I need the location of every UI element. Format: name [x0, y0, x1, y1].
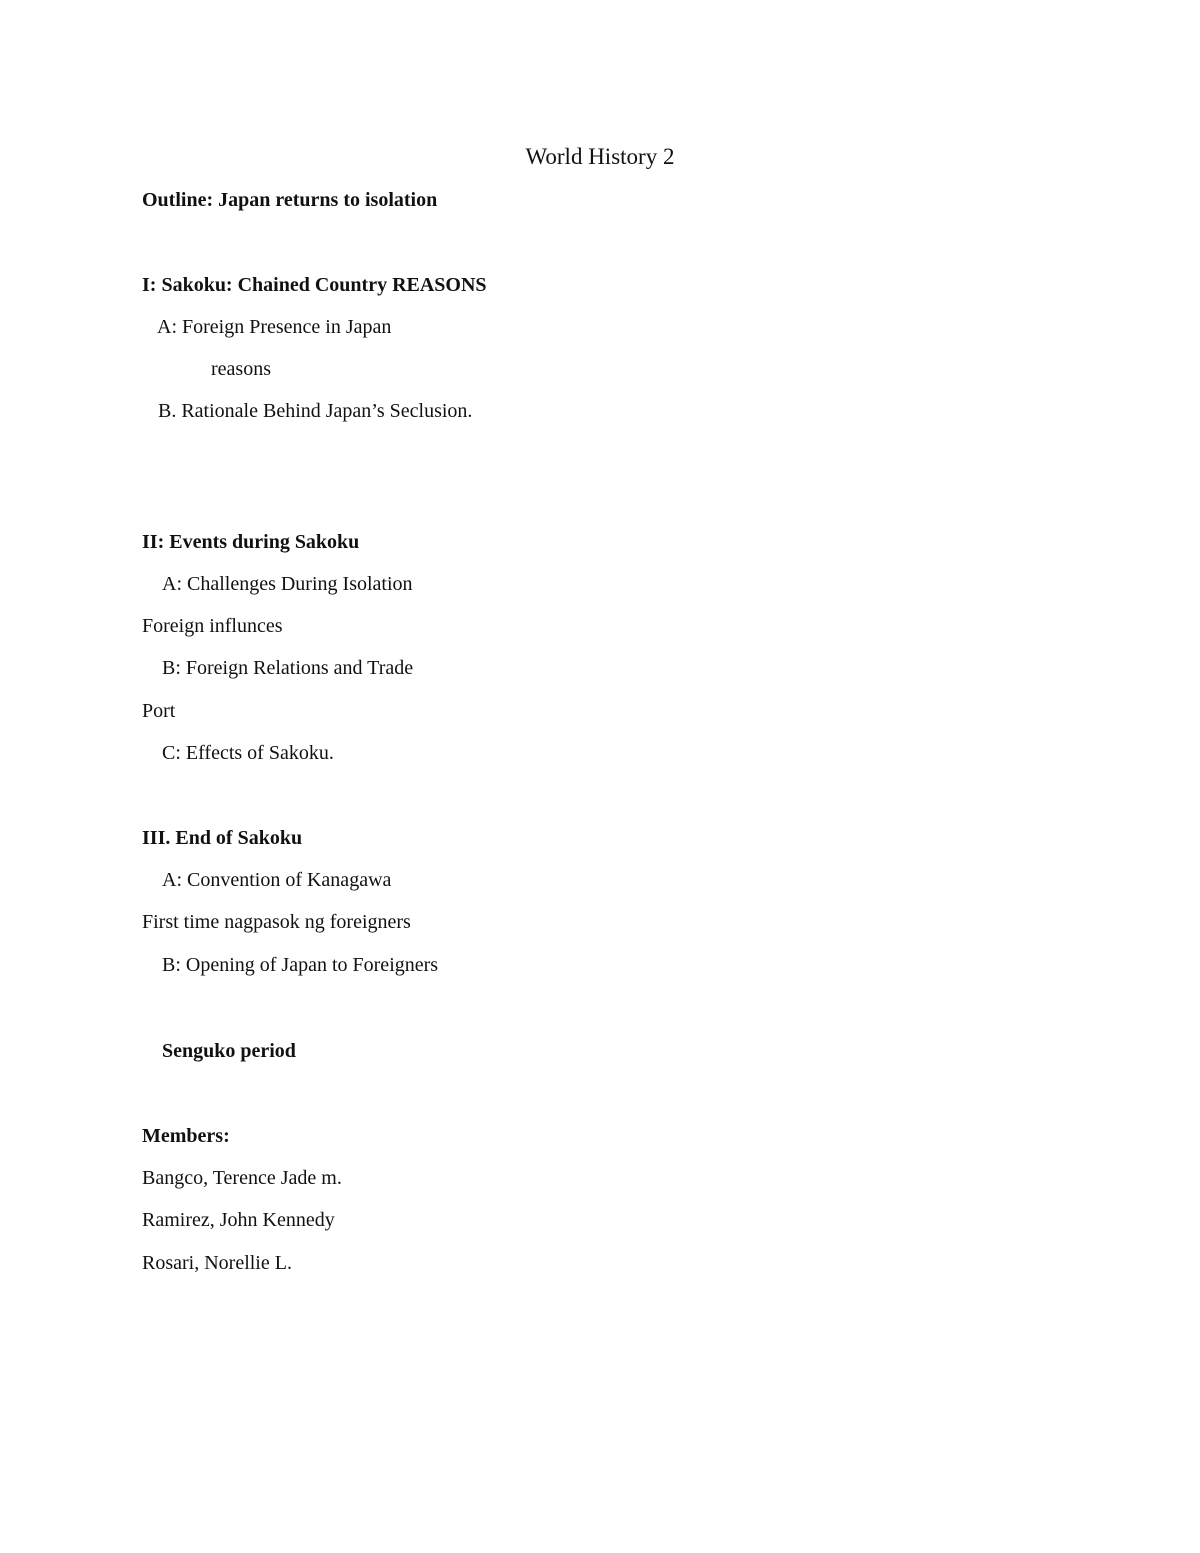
section-1-heading: I: Sakoku: Chained Country REASONS [142, 274, 487, 296]
section-2-item-b: B: Foreign Relations and Trade [162, 657, 414, 679]
section-3-heading: III. End of Sakoku [142, 827, 303, 849]
section-2-item-c: C: Effects of Sakoku. [162, 742, 334, 764]
member-name: Rosari, Norellie L. [142, 1252, 292, 1274]
section-1-item-a: A: Foreign Presence in Japan [157, 316, 392, 338]
section-3-item-a: A: Convention of Kanagawa [162, 869, 392, 891]
outline-subtitle: Outline: Japan returns to isolation [142, 189, 438, 211]
document-title: World History 2 [525, 144, 675, 169]
member-name: Ramirez, John Kennedy [142, 1209, 335, 1231]
members-label: Members: [142, 1125, 230, 1147]
section-2-item-a-note: Foreign influnces [142, 615, 283, 637]
section-3-item-b: B: Opening of Japan to Foreigners [162, 954, 439, 976]
senguko-period-heading: Senguko period [162, 1040, 296, 1062]
member-name: Bangco, Terence Jade m. [142, 1167, 342, 1189]
section-2-heading: II: Events during Sakoku [142, 531, 360, 553]
section-1-item-a-note: reasons [211, 358, 271, 380]
section-3-item-a-note: First time nagpasok ng foreigners [142, 911, 411, 933]
section-1-item-b: B. Rationale Behind Japan’s Seclusion. [158, 400, 473, 422]
section-2-item-a: A: Challenges During Isolation [162, 573, 413, 595]
section-2-item-b-note: Port [142, 700, 176, 722]
